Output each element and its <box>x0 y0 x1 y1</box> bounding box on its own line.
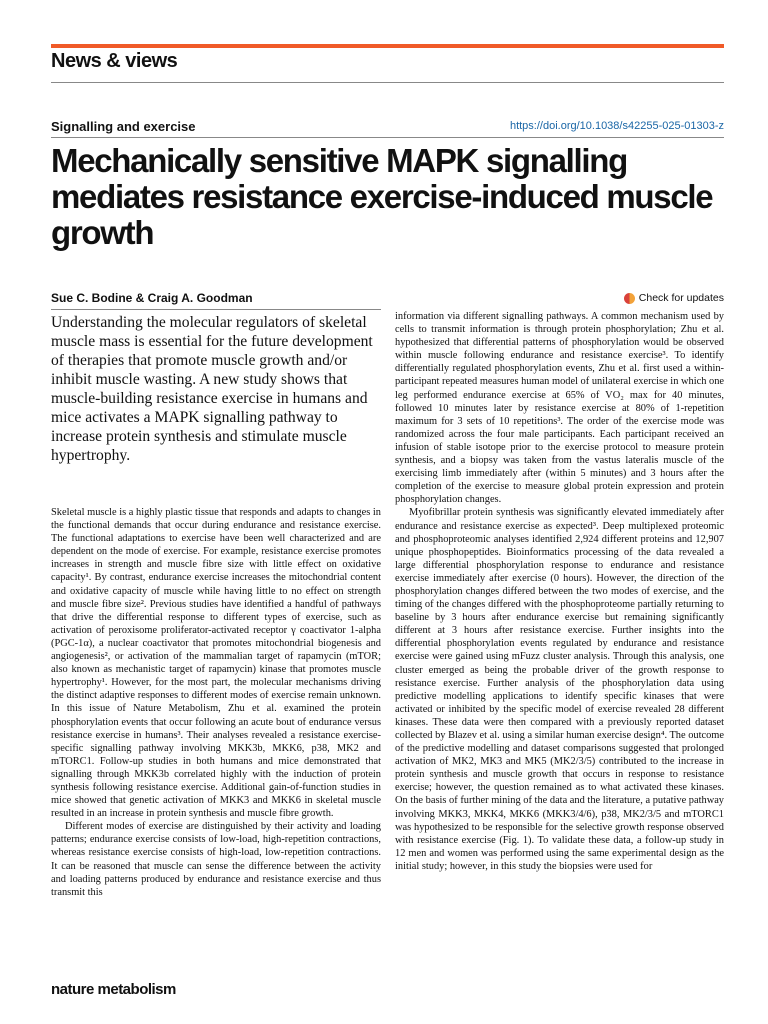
check-updates-icon <box>624 293 635 304</box>
article-authors: Sue C. Bodine & Craig A. Goodman <box>51 291 253 305</box>
body-paragraph: information via different signalling pathways. A common mechanism used by cells to transmit information is through protein phosphorylation; Zhu et al. hypothesized that differential patterns of phosphorylation would be observed within muscle following endurance and resistance exercise³. To identify differentially regulated phosphorylation events, Zhu et al. first used a within-participant repeated measures human model of unilateral exercise in which one leg performed endurance exercise at 65% of VO₂ max for 40 minutes, followed 10 minutes later by resistance exercise at 80% of 1-repetition maximum for 3 sets of 10 repetitions³. The order of the exercise mode was randomized across the four male participants. Each participant received an infusion of stable isotope prior to the exercise protocol to measure protein synthesis, and a biopsy was taken from the vastus lateralis muscle of the exercising limb immediately after (within 5 minutes) and 3 hours after the completion of the exercise to measure global protein expression and protein phosphorylation changes. <box>395 311 724 506</box>
article-category: Signalling and exercise <box>51 119 196 134</box>
section-name: News & views <box>51 50 178 72</box>
doi-link[interactable]: https://doi.org/10.1038/s42255-025-01303-z <box>509 120 724 132</box>
body-paragraph: Myofibrillar protein synthesis was significantly elevated immediately after endurance and resistance exercise as expected³. Deep multiplexed proteomic and phosphoproteomic analyses identified 2,924 different proteins and 12,907 unique phosphopeptides. Bioinformatics processing of the data revealed a large differential phosphorylation response to endurance and resistance exercise immediately after exercise (0 hours). However, the direction of the phosphorylation changes differed between the two modes of exercise, and the timing of the changes differed with the phosphoproteome partially returning to baseline by 3 hours after endurance exercise but remaining significantly different at 3 hours after resistance exercise. Further insights into the differential phosphorylation events regulated by endurance and resistance exercise were gained using mFuzz cluster analysis. Through this analysis, one cluster emerged as being the probable driver of the growth response to resistance exercise. Further analysis of the phosphorylation data using predictive modelling applications to identify specific kinases that were activated or inhibited by the specific model of exercise revealed 28 different kinases. These data were then compared with a previously reported dataset collected by Blazev et al. using a similar human exercise design⁴. The outcome of the predictive modelling and dataset comparisons suggested that prolonged activation of MK2, MK3 and MK5 (MK2/3/5) contributed to the increase in protein synthesis and muscle growth that occurs in response to resistance exercise; however, the question remained as to what activated these kinases. On the basis of further mining of the data and the literature, a putative pathway involving MKK3, MKK4, MKK6 (MKK3/4/6), p38, MK2/3/5 and mTORC1 was hypothesized to be responsible for the selective growth response observed with resistance exercise (Fig. 1). To validate these data, a follow-up study in 12 men and women was performed using the same experimental design as the initial study; however, in this study the biopsies were used for <box>395 507 724 872</box>
divider <box>51 137 724 138</box>
check-updates-label: Check for updates <box>638 292 724 304</box>
check-updates-button[interactable] <box>624 292 724 304</box>
body-column-right <box>395 310 724 873</box>
body-column-left <box>51 506 381 899</box>
body-paragraph: Skeletal muscle is a highly plastic tissue that responds and adapts to changes in the functional demands that occur during endurance and resistance exercise. The functional adaptations to exercise have been well characterized and are dependent on the mode of exercise. For example, resistance exercise promotes increases in strength and muscle fibre size with little effect on oxidative capacity¹. By contrast, endurance exercise increases the mitochondrial content and oxidative capacity of muscle while having little to no effect on strength and muscle fibre size². Previous studies have identified a handful of pathways that drive the differential response to different types of exercise, such as activation of peroxisome proliferator-activated receptor γ coactivator 1-alpha (PGC-1α), a nuclear coactivator that promotes mitochondrial biogenesis and angiogenesis², or activation of the mammalian target of rapamycin (mTOR; also known as mechanistic target of rapamycin) kinase that promotes muscle hypertrophy¹. However, for the most part, the molecular mechanisms driving the distinct adaptive responses to different modes of exercise remain unknown. In this issue of Nature Metabolism, Zhu et al. examined the protein phosphorylation events that occur following an acute bout of endurance versus resistance exercise in humans³. Their analyses revealed a resistance exercise-specific signalling pathway involving MKK3b, MKK6, p38, MK2 and mTORC1. Follow-up studies in both humans and mice demonstrated that signalling through MKK3b correlated highly with the induction of protein synthesis following resistance exercise. Additional gain-of-function studies in mice showed that genetic activation of MKK3 and MKK6 in skeletal muscle resulted in an increase in protein synthesis and muscle fibre growth. <box>51 507 381 820</box>
divider <box>51 309 381 310</box>
standfirst: Understanding the molecular regulators of skeletal muscle mass is essential for the future development of therapies that promote muscle growth and/or inhibit muscle wasting. A new study shows that muscle-building resistance exercise in humans and mice activates a MAPK signalling pathway to increase protein synthesis and stimulate muscle hypertrophy. <box>51 314 373 464</box>
divider <box>51 82 724 83</box>
accent-bar <box>51 44 724 48</box>
body-paragraph: Different modes of exercise are distinguished by their activity and loading patterns; endurance exercise consists of low-load, high-repetition contractions, whereas resistance exercise consists of high-load, low-repetition contractions. It can be reasoned that muscle can sense the difference between the activity and loading patterns produced by endurance and resistance exercise and thus transmit this <box>51 821 381 898</box>
journal-name: nature metabolism <box>51 981 176 998</box>
article-title: Mechanically sensitive MAPK signalling mediates resistance exercise-induced muscle growth <box>51 142 713 251</box>
